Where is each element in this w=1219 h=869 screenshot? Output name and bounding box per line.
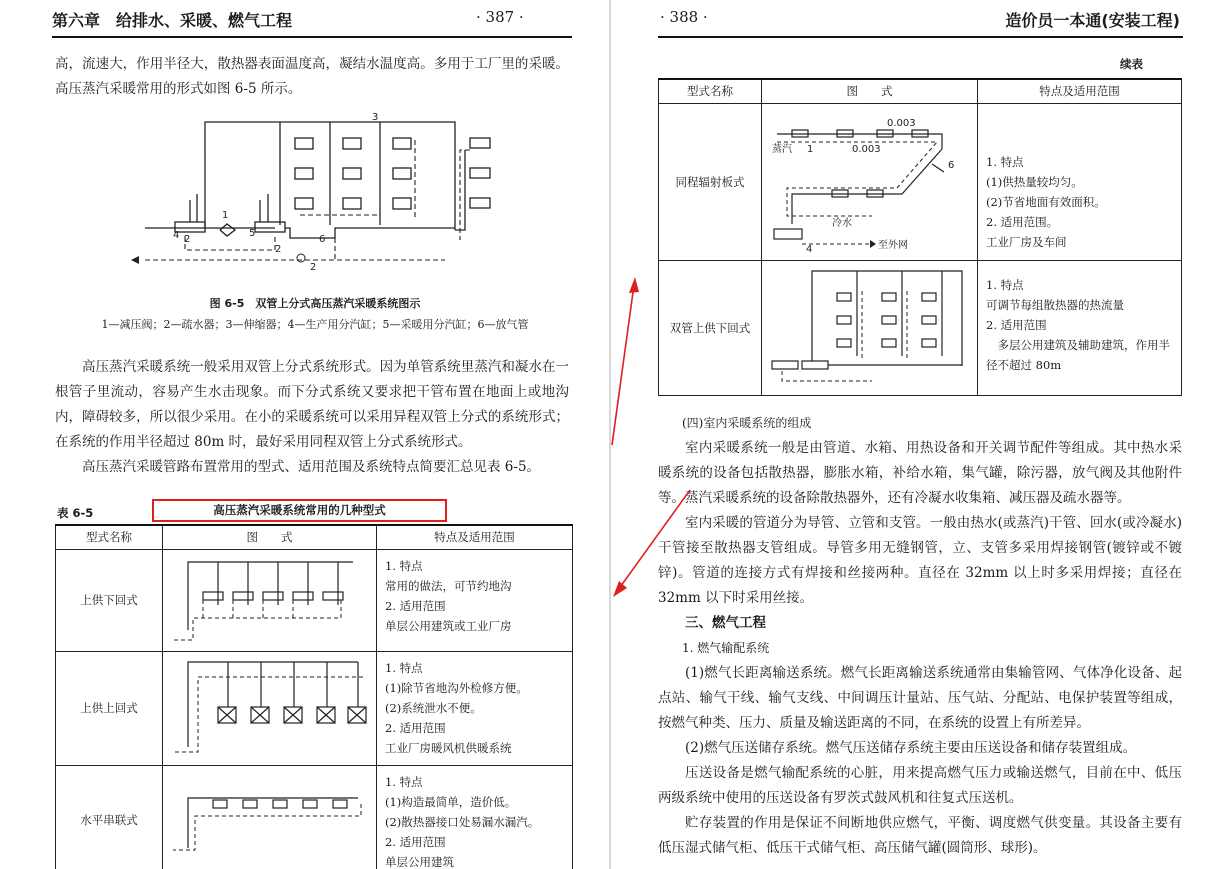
paragraph: 高压蒸汽采暖系统一般采用双管上分式系统形式。因为单管系统里蒸汽和凝水在一根管子里流动，容易产生水击现象。而下分式系统又要求把干管布置在地面上或地沟内，障碍较多，所以很少采用。在小的采暖系统可以采用异程双管上分式的系统形式；在系统的作用半径超过 80m 时，最好采用同程双管上分式系统形式。 bbox=[55, 359, 569, 450]
red-arrow-up bbox=[612, 285, 634, 445]
col-header-name: 型式名称 bbox=[659, 79, 762, 103]
row-name: 水平串联式 bbox=[56, 765, 163, 869]
paragraph: (2)燃气压送储存系统。燃气压送储存系统主要由压送设备和储存装置组成。 bbox=[685, 740, 1137, 756]
table-6-5-label: 表 6-5 bbox=[57, 506, 94, 520]
book-title: 造价员一本通(安装工程) bbox=[1005, 11, 1180, 30]
red-arrowhead-up bbox=[629, 277, 639, 293]
row-name: 同程辐射板式 bbox=[659, 103, 762, 260]
continued-label: 续表 bbox=[1120, 57, 1143, 71]
fig-label-1: 1 bbox=[222, 210, 229, 221]
col-header-features: 特点及适用范围 bbox=[978, 79, 1182, 103]
red-arrowhead-down bbox=[613, 581, 627, 597]
row-name: 上供下回式 bbox=[56, 549, 163, 651]
row-name: 上供上回式 bbox=[56, 651, 163, 765]
fig-label-2a: 2 bbox=[184, 234, 191, 245]
paragraph: (1)燃气长距离输送系统。燃气长距离输送系统通常由集输管网、气体净化设备、起点站、输气干线、输气支线、中间调压计量站、压气站、分配站、电保护装置等组成，按燃气种类、压力、质量及输送距离的不同，在系统的设置上有所差异。 bbox=[658, 665, 1182, 731]
col-header-diagram: 图 式 bbox=[163, 525, 377, 549]
row-features: 1. 特点 (1)供热量较均匀。 (2)节省地面有效面积。 2. 适用范围。 工业厂房及车间 bbox=[978, 103, 1182, 260]
figure-6-5-title: 图 6-5 双管上分式高压蒸汽采暖系统图示 bbox=[209, 297, 421, 310]
intro-paragraph: 高，流速大，作用半径大，散热器表面温度高，凝结水温度高。多用于工厂里的采暖。高压蒸汽采暖常用的形式如图 6-5 所示。 bbox=[55, 56, 569, 97]
section4-heading: (四)室内采暖系统的组成 bbox=[682, 416, 812, 430]
paragraph: 压送设备是燃气输配系统的心脏，用来提高燃气压力或输送燃气，目前在中、低压两级系统中使用的压送设备有罗茨式鼓风机和往复式压送机。 bbox=[658, 765, 1182, 806]
label-steam: 蒸汽 bbox=[772, 143, 792, 155]
section3-heading: 三、燃气工程 bbox=[685, 615, 766, 631]
figure-6-5-legend: 1—减压阀；2—疏水器；3—伸缩器；4—生产用分汽缸；5—采暖用分汽缸；6—放气管 bbox=[101, 318, 529, 331]
label-4: 4 bbox=[806, 243, 813, 255]
red-arrow-down bbox=[618, 490, 690, 590]
fig-label-6: 6 bbox=[319, 234, 326, 245]
row-features: 1. 特点 常用的做法，可节约地沟 2. 适用范围 单层公用建筑或工业厂房 bbox=[377, 549, 573, 651]
label-slope-b: 0.003 bbox=[852, 143, 881, 155]
fig-label-4: 4 bbox=[173, 230, 180, 241]
col-header-name: 型式名称 bbox=[56, 525, 163, 549]
chapter-title: 第六章 给排水、采暖、燃气工程 bbox=[52, 11, 293, 30]
row-name: 双管上供下回式 bbox=[659, 260, 762, 395]
fig-label-2c: 2 bbox=[310, 262, 317, 273]
fig-label-3: 3 bbox=[372, 112, 379, 123]
paragraph: 室内采暖的管道分为导管、立管和支管。一般由热水(或蒸汽)干管、回水(或冷凝水)干管接至散热器支管组成。导管多用无缝钢管，立、支管多采用焊接钢管(镀锌或不镀锌)。管道的连接方式有焊接和丝接两种。直径在 32mm 以上时多采用焊接；直径在 32mm 以下时采用丝接。 bbox=[658, 515, 1182, 606]
label-slope-a: 0.003 bbox=[887, 117, 916, 129]
label-cold-water: 冷水 bbox=[832, 217, 852, 229]
right-page-number: · 388 · bbox=[660, 8, 708, 26]
paragraph: 贮存装置的作用是保证不间断地供应燃气，平衡、调度燃气供变量。其设备主要有低压湿式储气柜、低压干式储气柜、高压储气罐(圆筒形、球形)。 bbox=[658, 815, 1182, 856]
col-header-features: 特点及适用范围 bbox=[377, 525, 573, 549]
fig-label-5: 5 bbox=[249, 228, 256, 239]
subsection1-heading: 1. 燃气输配系统 bbox=[682, 641, 770, 655]
paragraph: 室内采暖系统一般是由管道、水箱、用热设备和开关调节配件等组成。其中热水采暖系统的设备包括散热器，膨胀水箱，补给水箱，集气罐，除污器，放气阀及其他附件等。蒸汽采暖系统的设备除散热器外，还有冷凝水收集箱、减压器及疏水器等。 bbox=[658, 440, 1182, 506]
row-features: 1. 特点 (1)构造最简单，造价低。 (2)散热器接口处易漏水漏汽。 2. 适用范围 单层公用建筑 bbox=[377, 765, 573, 869]
row-features: 1. 特点 (1)除节省地沟外检修方便。 (2)系统泄水不便。 2. 适用范围 工业厂房暖风机供暖系统 bbox=[377, 651, 573, 765]
label-to-network: 至外网 bbox=[878, 239, 908, 251]
col-header-diagram: 图 式 bbox=[762, 79, 978, 103]
left-page-number: · 387 · bbox=[476, 8, 524, 26]
table-6-5-title: 高压蒸汽采暖系统常用的几种型式 bbox=[213, 503, 386, 517]
row-features: 1. 特点 可调节每组散热器的热流量 2. 适用范围 多层公用建筑及辅助建筑，作用半径不超过 80m bbox=[978, 260, 1182, 395]
paragraph: 高压蒸汽采暖管路布置常用的型式、适用范围及系统特点简要汇总见表 6-5。 bbox=[82, 459, 541, 475]
label-6: 6 bbox=[948, 159, 955, 171]
label-1: 1 bbox=[807, 143, 814, 155]
fig-label-2b: 2 bbox=[275, 244, 282, 255]
